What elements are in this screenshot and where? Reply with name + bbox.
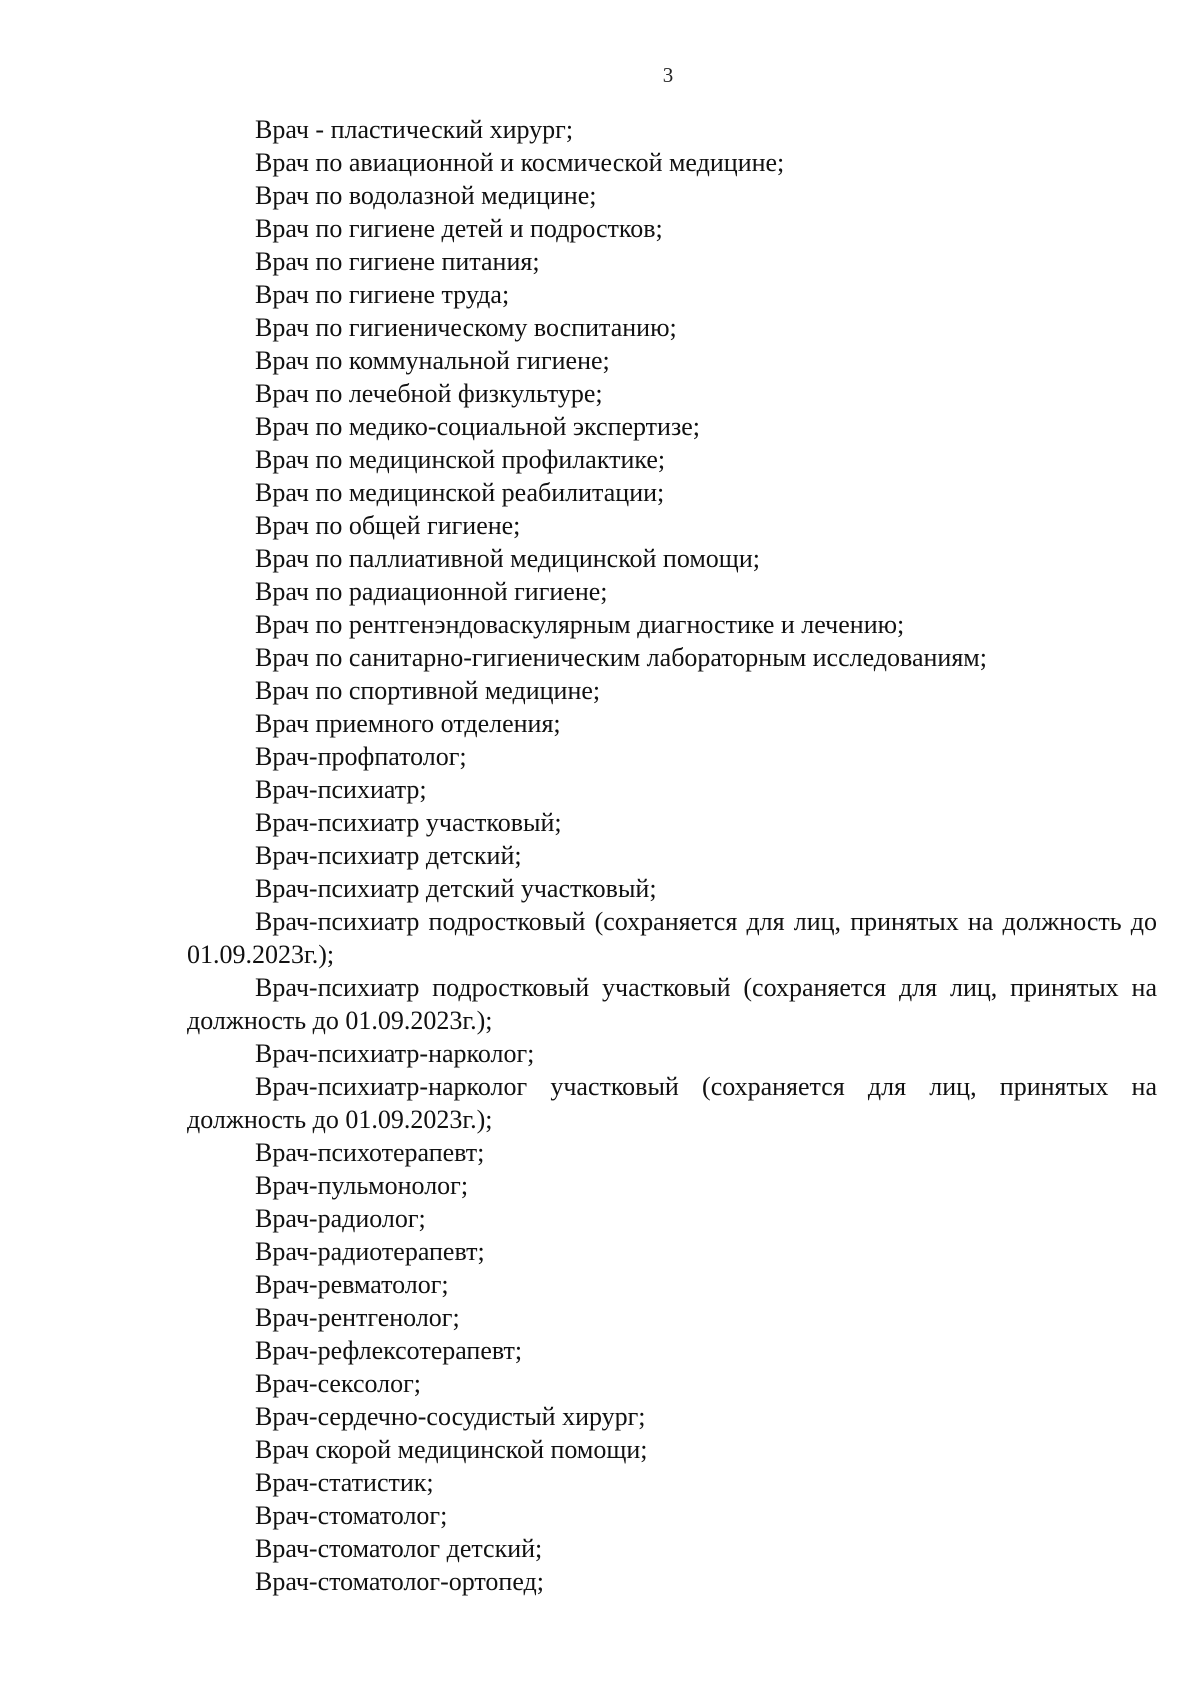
list-item: Врач-статистик; — [255, 1468, 434, 1497]
list-item: Врач скорой медицинской помощи; — [255, 1435, 648, 1464]
list-item: Врач-радиолог; — [255, 1204, 426, 1233]
list-item: Врач по гигиене питания; — [255, 247, 540, 276]
list-item: Врач-сексолог; — [255, 1369, 422, 1398]
list-item: Врач по медицинской профилактике; — [255, 445, 666, 474]
list-item: Врач по паллиативной медицинской помощи; — [255, 544, 760, 573]
list-item: Врач-психиатр-нарколог; — [255, 1039, 535, 1068]
list-item: Врач-стоматолог-ортопед; — [255, 1567, 544, 1596]
list-item: Врач по гигиеническому воспитанию; — [255, 313, 677, 342]
list-item: Врач по медико-социальной экспертизе; — [255, 412, 700, 441]
list-item: Врач-психиатр-нарколог участковый (сохраняется для лиц, принятых на должность до 01.09.2023г.); — [187, 1072, 1157, 1134]
list-item: Врач-пульмонолог; — [255, 1171, 469, 1200]
list-item: Врач-психиатр детский; — [255, 841, 522, 870]
list-item: Врач по гигиене труда; — [255, 280, 510, 309]
list-item: Врач-психиатр участковый; — [255, 808, 562, 837]
list-item: Врач по гигиене детей и подростков; — [255, 214, 663, 243]
list-item: Врач-психиатр детский участковый; — [255, 874, 657, 903]
list-item: Врач по лечебной физкультуре; — [255, 379, 603, 408]
page-number: 3 — [662, 63, 674, 87]
list-item: Врач-стоматолог; — [255, 1501, 448, 1530]
list-item: Врач по водолазной медицине; — [255, 181, 597, 210]
list-item: Врач по радиационной гигиене; — [255, 577, 608, 606]
list-item: Врач - пластический хирург; — [255, 115, 574, 144]
list-item: Врач по спортивной медицине; — [255, 676, 601, 705]
list-item: Врач по авиационной и космической медицине; — [255, 148, 785, 177]
list-item: Врач-психиатр подростковый участковый (сохраняется для лиц, принятых на должность до 01.09.2023г.); — [187, 973, 1157, 1035]
list-item: Врач-психиатр; — [255, 775, 427, 804]
list-item: Врач по коммунальной гигиене; — [255, 346, 610, 375]
list-item: Врач по медицинской реабилитации; — [255, 478, 665, 507]
list-item: Врач-ревматолог; — [255, 1270, 449, 1299]
list-item: Врач-рентгенолог; — [255, 1303, 460, 1332]
list-item: Врач приемного отделения; — [255, 709, 561, 738]
list-item: Врач-сердечно-сосудистый хирург; — [255, 1402, 646, 1431]
list-item: Врач-стоматолог детский; — [255, 1534, 543, 1563]
list-item: Врач-профпатолог; — [255, 742, 467, 771]
list-item: Врач по общей гигиене; — [255, 511, 521, 540]
list-item: Врач по рентгенэндоваскулярным диагностике и лечению; — [255, 610, 905, 639]
list-item: Врач-психиатр подростковый (сохраняется для лиц, принятых на должность до 01.09.2023г.); — [187, 907, 1157, 969]
list-item: Врач-психотерапевт; — [255, 1138, 485, 1167]
list-item: Врач-радиотерапевт; — [255, 1237, 485, 1266]
list-item: Врач по санитарно-гигиеническим лабораторным исследованиям; — [255, 643, 987, 672]
position-list — [187, 113, 1157, 1598]
list-item: Врач-рефлексотерапевт; — [255, 1336, 523, 1365]
